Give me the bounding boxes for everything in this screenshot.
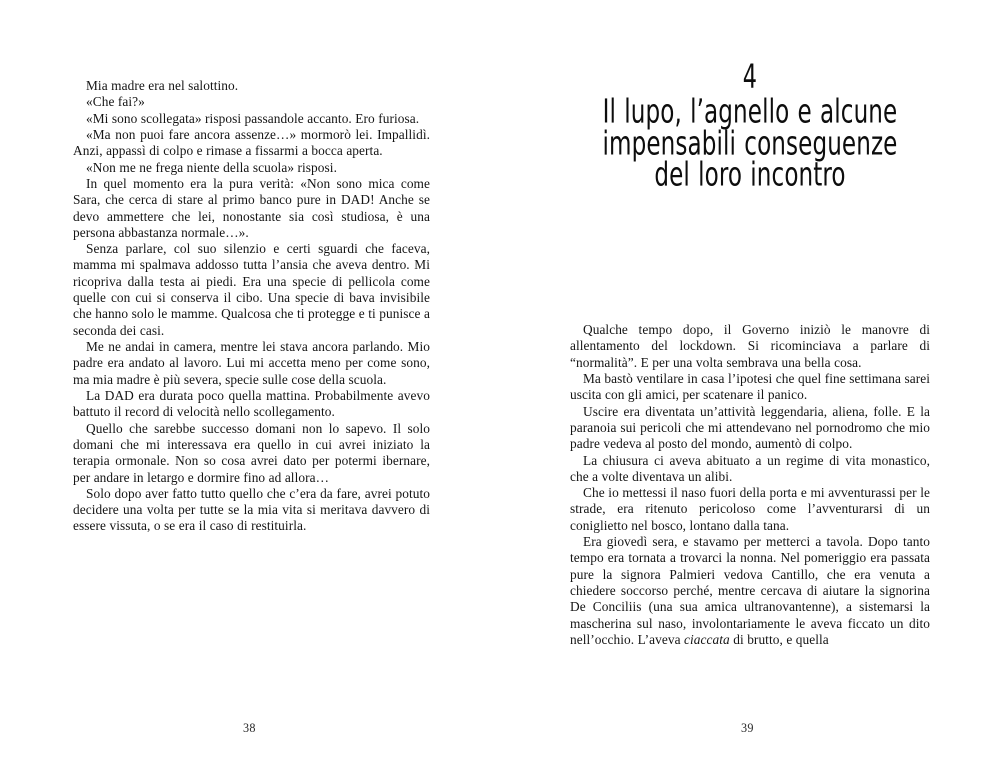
body-paragraph: «Mi sono scollegata» risposi passandole accanto. Ero furiosa. [86, 110, 420, 126]
body-paragraph [570, 453, 930, 486]
page-number-left: 38 [243, 721, 256, 735]
italic-text: ciaccata [684, 631, 730, 647]
left-page-body-text [73, 78, 430, 535]
body-paragraph: In quel momento era la pura verità: «Non sono mica come Sara, che cerca di stare al primo banco pure in DAD! Anche se devo ammettere che lei, nonostante sia così studiosa, è una persona abbastanza normale…». [73, 175, 430, 240]
page-right [500, 0, 1000, 768]
body-paragraph [570, 322, 930, 371]
chapter-heading [520, 57, 980, 195]
body-paragraph [570, 404, 930, 453]
text-run: di brutto, e quella [729, 631, 829, 647]
page-number-right: 39 [741, 721, 754, 735]
body-paragraph: «Non me ne frega niente della scuola» risposi. [86, 159, 337, 175]
body-paragraph [570, 534, 930, 648]
text-run: Ma bastò ventilare in casa l’ipotesi che quel fine settimana sarei uscita con gli amici, per scatenare il panico. [570, 370, 930, 403]
right-page-body-text [570, 322, 930, 648]
body-paragraph: Quello che sarebbe successo domani non lo sapevo. Il solo domani che mi interessava era quello in cui avrei iniziato la terapia ormonale. Non so cosa avrei dato per potermi ibernare, per andare in letargo e dormire fino ad allora… [73, 420, 430, 485]
chapter-title [520, 92, 980, 195]
body-paragraph: Senza parlare, col suo silenzio e certi sguardi che faceva, mamma mi spalmava addosso tutta l’ansia che aveva dentro. Mi ricopriva dalla testa ai piedi. Era una specie di pellicola come quelle con cui si conserva il cibo. Una specie di bava invisibile che hanno solo le mamme. Qualcosa che ti protegge e ti punisce a seconda dei casi. [73, 241, 430, 338]
body-paragraph [570, 371, 930, 404]
body-paragraph: La DAD era durata poco quella mattina. Probabilmente avevo battuto il record di velocità nello scollegamento. [73, 387, 430, 420]
text-run: La chiusura ci aveva abituato a un regime di vita monastico, che a volte diventava un alibi. [570, 452, 930, 484]
chapter-title-line: del loro incontro [654, 155, 846, 195]
body-paragraph: Mia madre era nel salottino. [86, 78, 239, 93]
chapter-title-line: impensabili conseguenze [602, 124, 898, 163]
body-paragraph [570, 485, 930, 534]
body-paragraph: «Ma non puoi fare ancora assenze…» mormorò lei. Impallidì. Anzi, appassì di colpo e rimase a fissarmi a bocca aperta. [73, 126, 430, 159]
chapter-number: 4 [742, 57, 758, 97]
body-paragraph: Me ne andai in camera, mentre lei stava ancora parlando. Mio padre era andato al lavoro. Lui mi accetta meno per come sono, ma mia madre è più severa, specie sulle cose della scuola. [73, 339, 430, 387]
text-run: Era giovedì sera, e stavamo per metterci a tavola. Dopo tanto tempo era tornata a trovarci la nonna. Nel pomeriggio era passata pure la signora Palmieri vedova Cantillo, che era venuta a chiedere soccorso perché, mentre cercava di aiutare la signorina De Conciliis (una sua amica ultranovantenne), a sistemarsi la mascherina sul naso, involontariamente le aveva ficcato un dito nell’occhio. L’aveva [570, 534, 930, 647]
text-run: Qualche tempo dopo, il Governo iniziò le manovre di allentamento del lockdown. Si ricominciava a parlare di “normalità”. E per una volta sembrava una bella cosa. [570, 322, 930, 370]
body-paragraph: Solo dopo aver fatto tutto quello che c’era da fare, avrei potuto decidere una volta per tutte se la mia vita si meritava davvero di essere vissuta, o se era il caso di restituirla. [73, 485, 430, 534]
chapter-title-line: Il lupo, l’agnello e alcune [602, 92, 898, 132]
body-paragraph: «Che fai?» [86, 94, 145, 110]
text-run: Uscire era diventata un’attività leggendaria, aliena, folle. E la paranoia sui pericoli che mi attendevano nel pornodromo che mio padre vedeva al posto del mondo, aumentò di colpo. [570, 403, 930, 452]
text-run: Che io mettessi il naso fuori della porta e mi avventurassi per le strade, era ritenuto pericoloso come l’avventurarsi di un coniglietto nel bosco, lontano dalla tana. [570, 485, 930, 533]
